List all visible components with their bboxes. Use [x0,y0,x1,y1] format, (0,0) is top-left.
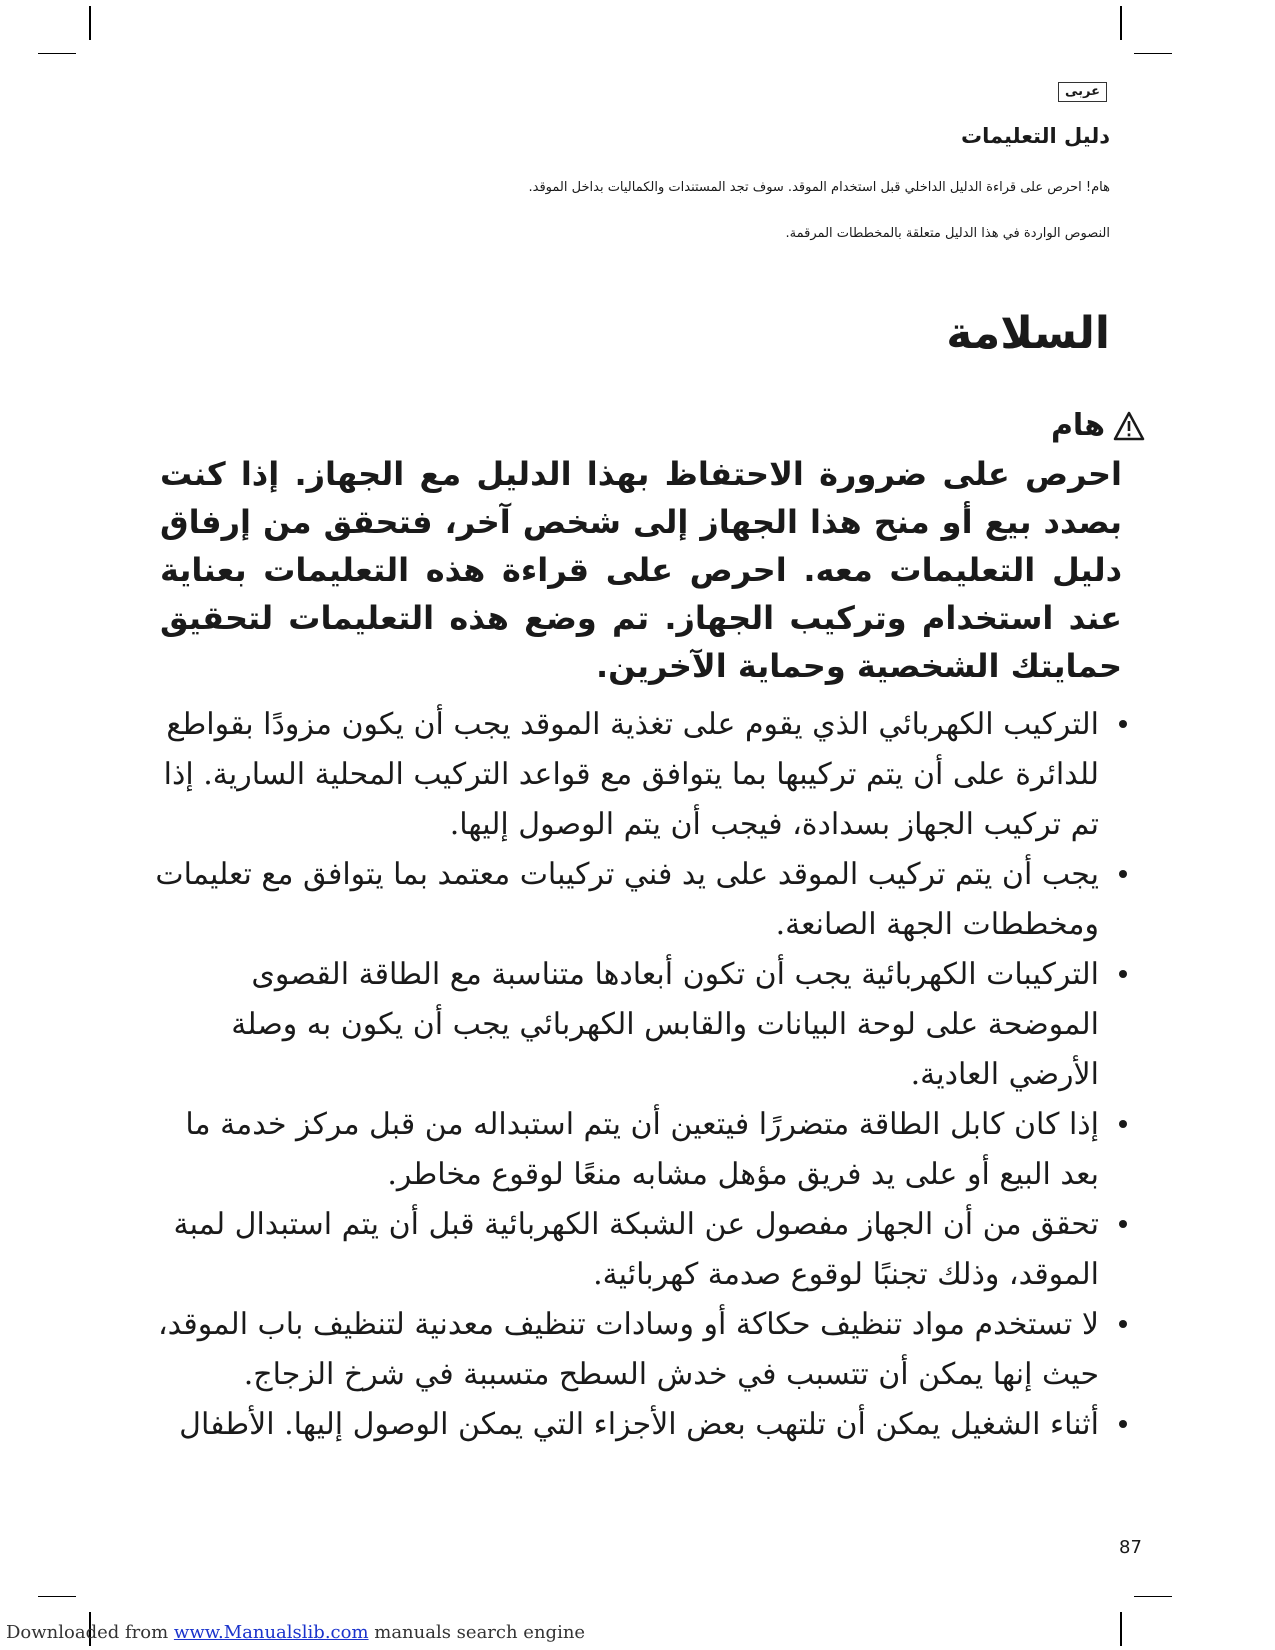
language-tag: عربى [1058,82,1107,102]
bullet-text: يجب أن يتم تركيب الموقد على يد فني تركيبات معتمد بما يتوافق مع تعليمات ومخططات الجهة الصانعة. [155,857,1099,942]
manualslib-link[interactable]: www.Manualslib.com [173,1622,369,1643]
list-item [150,1400,1127,1450]
bullet-text: لا تستخدم مواد تنظيف حكاكة أو وسادات تنظيف معدنية لتنظيف باب الموقد، حيث إنها يمكن أن تتسبب في خدش السطح متسببة في شرخ الزجاج. [157,1307,1099,1392]
crop-mark [89,6,91,40]
crop-mark [38,1596,76,1597]
crop-mark [1120,6,1122,40]
intro-note-diagrams: النصوص الواردة في هذا الدليل متعلقة بالمخططات المرقمة. [785,226,1110,241]
footer-suffix: manuals search engine [368,1622,586,1643]
list-item [150,1100,1127,1200]
crop-mark [1134,1596,1172,1597]
crop-mark [1134,53,1172,54]
warning-triangle-icon [1113,411,1145,441]
warning-text: احرص على ضرورة الاحتفاظ بهذا الدليل مع الجهاز. إذا كنت بصدد بيع أو منح هذا الجهاز إلى شخص آخر، فتحقق من إرفاق دليل التعليمات معه. احرص على قراءة هذه التعليمات بعناية عند استخدام وتركيب الجهاز. تم وضع هذه التعليمات لتحقيق حمايتك الشخصية وحماية الآخرين. [160,455,1122,685]
warning-label: هام [1050,408,1105,443]
list-item [150,950,1127,1100]
list-item [150,700,1127,850]
safety-bullet-list [150,700,1127,1450]
bullet-icon [1119,1220,1127,1228]
bullet-text: التركيبات الكهربائية يجب أن تكون أبعادها متناسبة مع الطاقة القصوى الموضحة على لوحة البيانات والقابس الكهربائي يجب أن يكون به وصلة الأرضي العادية. [231,957,1099,1092]
download-footer [6,1622,585,1643]
bullet-icon [1119,870,1127,878]
bullet-icon [1119,970,1127,978]
crop-mark [38,53,76,54]
warning-heading [1051,408,1145,443]
bullet-text: التركيب الكهربائي الذي يقوم على تغذية الموقد يجب أن يكون مزودًا بقواطع للدائرة على أن يتم تركيبها بما يتوافق مع قواعد التركيب المحلية السارية. إذا تم تركيب الجهاز بسدادة، فيجب أن يتم الوصول إليها. [163,707,1099,842]
bullet-text: أثناء الشغيل يمكن أن تلتهب بعض الأجزاء التي يمكن الوصول إليها. الأطفال [179,1407,1099,1442]
document-title: دليل التعليمات [960,124,1110,148]
crop-mark [1120,1612,1122,1646]
bullet-icon [1119,1320,1127,1328]
list-item [150,1300,1127,1400]
list-item [150,850,1127,950]
page-number: 87 [1119,1537,1142,1558]
bullet-icon [1119,720,1127,728]
intro-note: هام! احرص على قراءة الدليل الداخلي قبل استخدام الموقد. سوف تجد المستندات والكماليات بداخل الموقد. [528,180,1110,195]
bullet-text: تحقق من أن الجهاز مفصول عن الشبكة الكهربائية قبل أن يتم استبدال لمبة الموقد، وذلك تجنبًا لوقوع صدمة كهربائية. [173,1207,1099,1292]
footer-prefix: Downloaded from [6,1622,174,1643]
bullet-icon [1119,1420,1127,1428]
section-title: السلامة [946,308,1110,359]
bullet-icon [1119,1120,1127,1128]
list-item [150,1200,1127,1300]
bullet-text: إذا كان كابل الطاقة متضررًا فيتعين أن يتم استبداله من قبل مركز خدمة ما بعد البيع أو على يد فريق مؤهل مشابه منعًا لوقوع مخاطر. [185,1107,1099,1192]
